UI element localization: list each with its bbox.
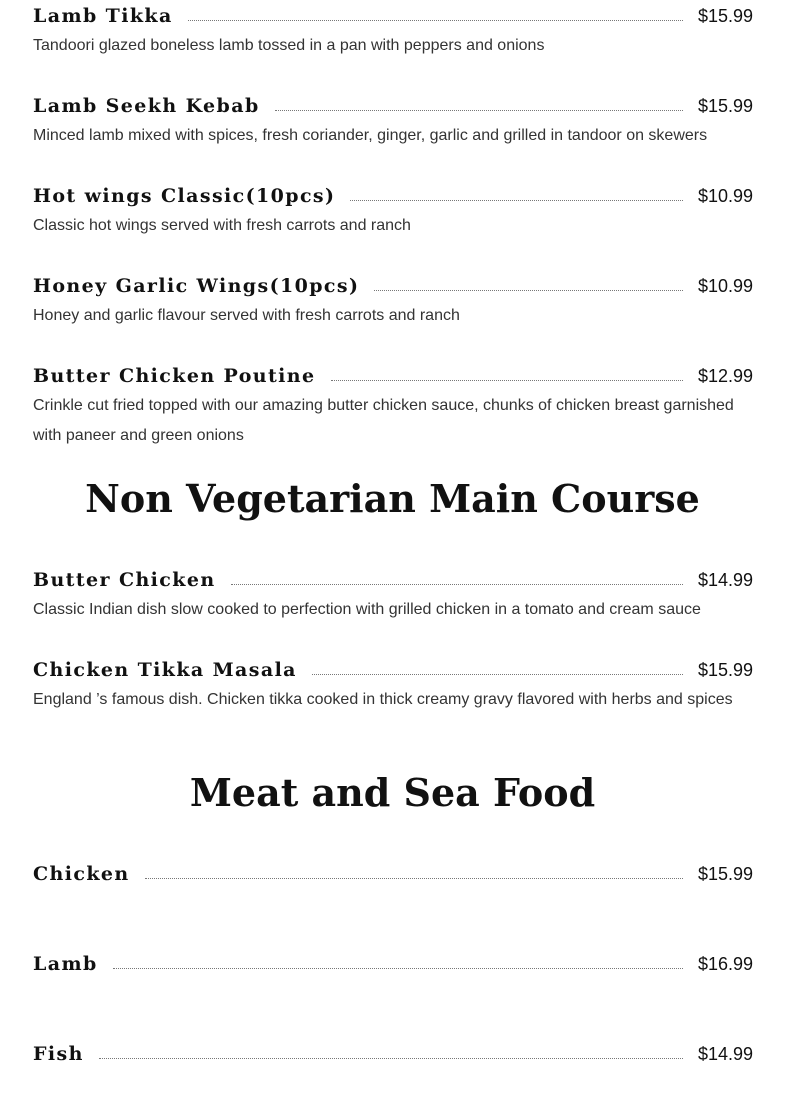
dotted-leader: [99, 1058, 683, 1059]
item-price: $15.99: [697, 96, 753, 116]
item-name: Chicken: [33, 863, 130, 885]
dotted-leader: [145, 878, 683, 879]
item-description: Tandoori glazed boneless lamb tossed in a pan with peppers and onions: [33, 37, 545, 54]
item-price: $15.99: [697, 6, 753, 26]
item-name: Lamb Tikka: [33, 5, 173, 27]
menu-item-row: [33, 180, 753, 212]
item-price: $12.99: [697, 366, 753, 386]
item-name: Lamb: [33, 953, 98, 975]
dotted-leader: [275, 110, 683, 111]
item-price: $10.99: [697, 186, 753, 206]
dotted-leader: [113, 968, 683, 969]
dotted-leader: [374, 290, 683, 291]
dotted-leader: [312, 674, 683, 675]
dotted-leader: [231, 584, 683, 585]
menu-item-row: [33, 564, 753, 596]
item-name: Butter Chicken Poutine: [33, 365, 316, 387]
item-price: $15.99: [697, 864, 753, 884]
item-price: $16.99: [697, 954, 753, 974]
item-price: $15.99: [697, 660, 753, 680]
item-name: Chicken Tikka Masala: [33, 659, 297, 681]
item-description: Minced lamb mixed with spices, fresh coriander, ginger, garlic and grilled in tandoor on skewers: [33, 127, 708, 144]
section-title: Non Vegetarian Main Course: [85, 476, 700, 521]
item-price: $10.99: [697, 276, 753, 296]
item-price: $14.99: [697, 570, 753, 590]
item-description: Honey and garlic flavour served with fresh carrots and ranch: [33, 307, 460, 324]
menu-item-row: [33, 270, 753, 302]
menu-item-row: [33, 90, 753, 122]
item-description: Classic Indian dish slow cooked to perfection with grilled chicken in a tomato and cream sauce: [33, 601, 701, 618]
section-title: Meat and Sea Food: [189, 770, 596, 815]
item-name: Hot wings Classic(10pcs): [33, 185, 336, 207]
dotted-leader: [350, 200, 683, 201]
menu-item-row: [33, 0, 753, 32]
menu-item-row: [33, 360, 753, 392]
menu-item-row: [33, 948, 753, 980]
item-name: Honey Garlic Wings(10pcs): [33, 275, 360, 297]
menu-item-row: [33, 654, 753, 686]
item-description: Crinkle cut fried topped with our amazing butter chicken sauce, chunks of chicken breast garnished with paneer and green onions: [33, 397, 734, 444]
item-price: $14.99: [697, 1044, 753, 1064]
item-name: Butter Chicken: [33, 569, 216, 591]
menu-item-row: [33, 858, 753, 890]
dotted-leader: [331, 380, 683, 381]
item-description: Classic hot wings served with fresh carrots and ranch: [33, 217, 411, 234]
item-name: Lamb Seekh Kebab: [33, 95, 260, 117]
item-name: Fish: [33, 1043, 84, 1065]
menu-item-row: [33, 1038, 753, 1070]
dotted-leader: [188, 20, 683, 21]
item-description: England ’s famous dish. Chicken tikka cooked in thick creamy gravy flavored with herbs and spices: [33, 691, 733, 708]
